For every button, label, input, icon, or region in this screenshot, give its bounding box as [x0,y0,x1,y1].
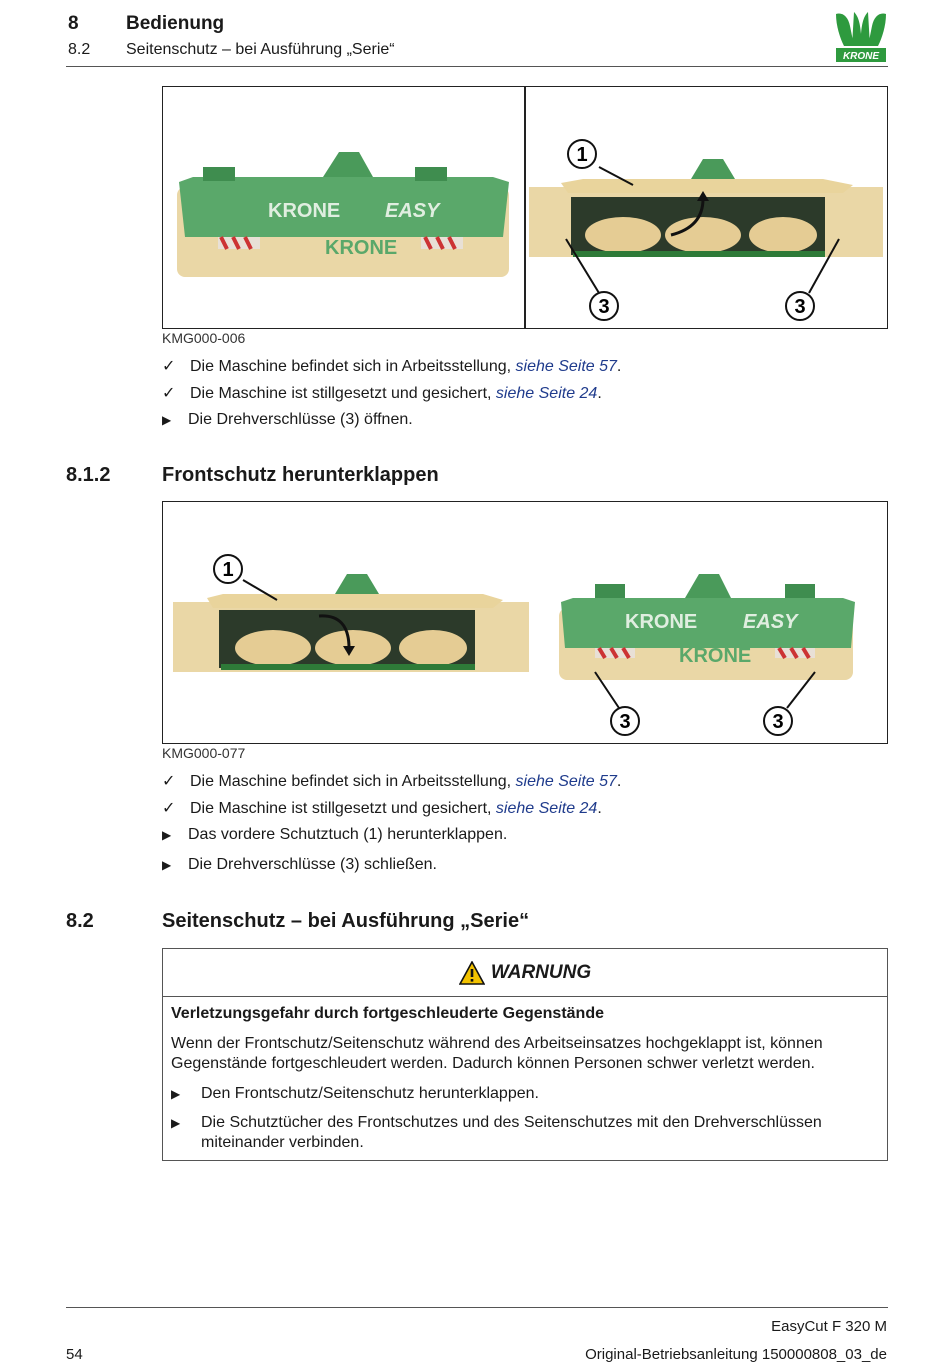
step-arrow-icon: ▶ [162,858,172,872]
footer-document-id: Original-Betriebsanleitung 150000808_03_de [585,1346,887,1363]
check-icon: ✓ [162,358,176,375]
callout-1 [568,140,633,185]
footer-product: EasyCut F 320 M [771,1318,887,1335]
section-number: 8.2 [66,910,94,932]
list-item: ✓ Die Maschine ist stillgesetzt und gesichert, siehe Seite 24. [162,800,602,817]
krone-logo [832,8,890,66]
warning-step: ▶ Den Frontschutz/Seitenschutz herunterklappen. [171,1085,539,1102]
warning-step-continuation: miteinander verbinden. [201,1134,364,1151]
brand-label: KRONE [625,611,698,633]
model-label: EASY [743,611,798,633]
list-item: ✓ Die Maschine befindet sich in Arbeitsstellung, siehe Seite 57. [162,358,622,375]
svg-text:1: 1 [576,144,588,166]
mower-closed-image [177,152,509,277]
warning-subtitle: Verletzungsgefahr durch fortgeschleuderte Gegenstände [171,1005,604,1022]
warning-triangle-icon [459,961,485,985]
step-arrow-icon: ▶ [171,1116,181,1130]
warning-header [163,949,887,997]
header-section-number: 8.2 [68,41,91,58]
footer-divider [66,1307,888,1308]
page-link[interactable]: siehe Seite 24 [495,800,598,817]
list-item: ✓ Die Maschine ist stillgesetzt und gesichert, siehe Seite 24. [162,385,602,402]
mower-open-image [529,159,883,257]
figure1-illustration [163,87,886,327]
mower-closed-image [559,574,855,680]
step-arrow-icon: ▶ [162,828,172,842]
svg-text:3: 3 [772,711,784,733]
page-link[interactable]: siehe Seite 24 [495,385,598,402]
warning-body-line: Wenn der Frontschutz/Seitenschutz während des Arbeitseinsatzes hochgeklappt ist, können [171,1035,823,1052]
page-number: 54 [66,1346,83,1363]
list-item: ▶ Das vordere Schutztuch (1) herunterklappen. [162,826,508,843]
svg-text:3: 3 [598,296,610,318]
figure2-illustration [163,502,886,742]
step-arrow-icon: ▶ [171,1087,181,1101]
logo-text: KRONE [842,51,880,62]
section-title: Frontschutz herunterklappen [162,464,439,486]
figure2-caption: KMG000-077 [162,745,246,761]
krone-logo-icon [832,8,890,66]
figure-open-closures [162,86,888,329]
warning-label: WARNUNG [490,961,592,983]
warning-body-line: Gegenstände fortgeschleudert werden. Dadurch können Personen schwer verletzt werden. [171,1055,815,1072]
brand-label-cloth: KRONE [679,645,752,667]
step-arrow-icon: ▶ [162,413,172,427]
callout-3-left [595,672,639,735]
header-section-title: Seitenschutz – bei Ausführung „Serie“ [126,41,395,58]
check-icon: ✓ [162,773,176,790]
svg-text:3: 3 [794,296,806,318]
page-link[interactable]: siehe Seite 57 [515,773,617,790]
brand-label: KRONE [268,200,341,222]
header-divider [66,66,888,67]
brand-label-cloth: KRONE [325,237,398,259]
mower-open-image [173,574,529,672]
figure-fold-down-front-guard [162,501,888,744]
callout-3-right [764,672,815,735]
warning-step: ▶ Die Schutztücher des Frontschutzes und des Seitenschutzes mit den Drehverschlüssen [171,1114,822,1131]
list-item: ▶ Die Drehverschlüsse (3) schließen. [162,856,437,873]
svg-text:1: 1 [222,559,234,581]
section-title: Seitenschutz – bei Ausführung „Serie“ [162,910,530,932]
check-icon: ✓ [162,385,176,402]
list-item: ▶ Die Drehverschlüsse (3) öffnen. [162,411,413,428]
svg-text:3: 3 [619,711,631,733]
warning-box [162,948,888,1161]
callout-1 [214,555,277,600]
list-item: ✓ Die Maschine befindet sich in Arbeitsstellung, siehe Seite 57. [162,773,622,790]
figure1-caption: KMG000-006 [162,330,246,346]
section-number: 8.1.2 [66,464,111,486]
page-link[interactable]: siehe Seite 57 [515,358,617,375]
chapter-title: Bedienung [126,13,225,34]
chapter-number: 8 [68,13,79,34]
model-label: EASY [385,200,440,222]
check-icon: ✓ [162,800,176,817]
